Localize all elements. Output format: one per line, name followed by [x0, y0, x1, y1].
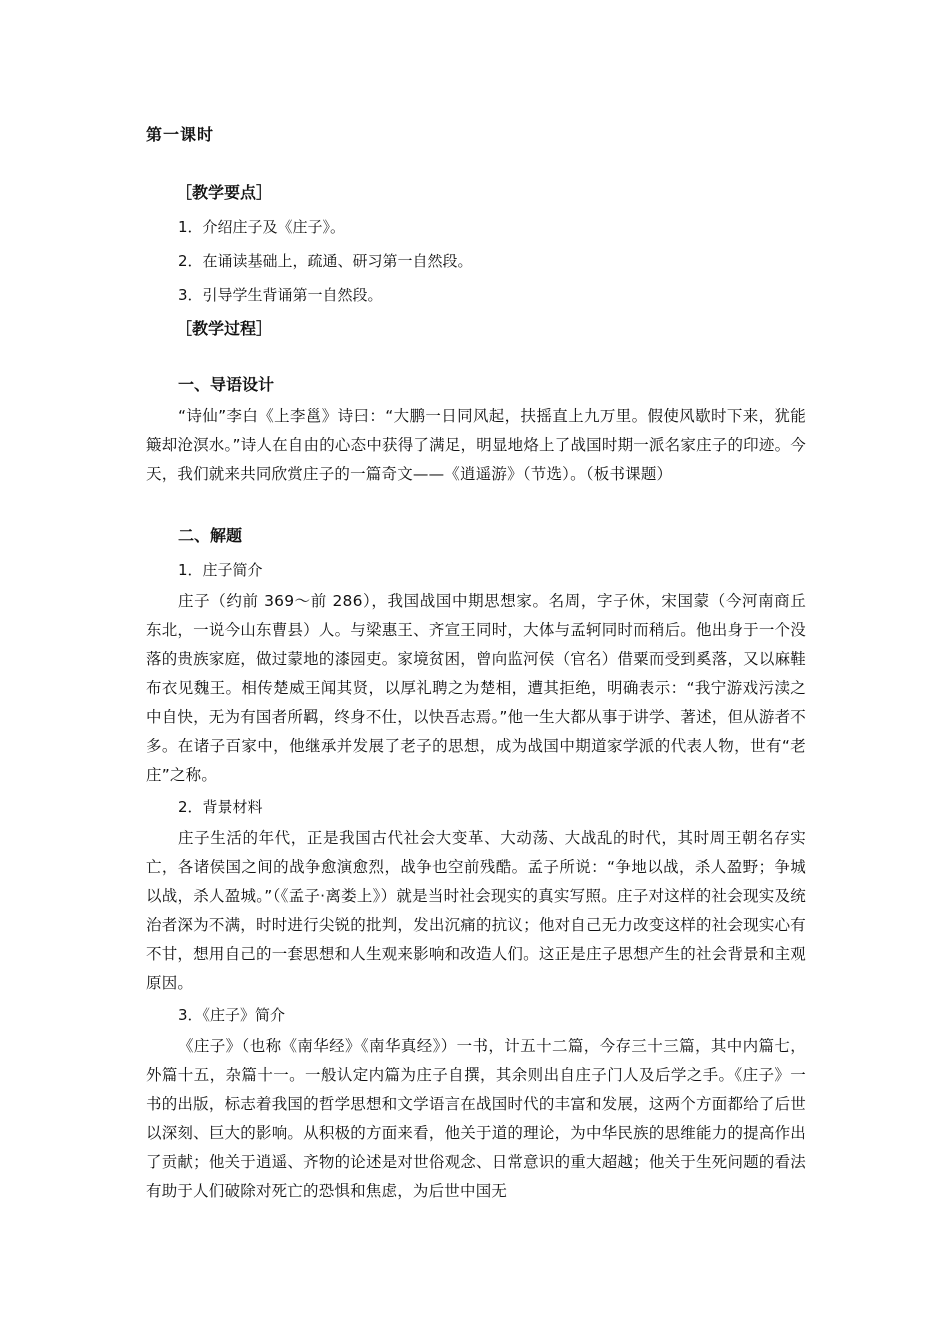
book-intro-paragraph: 《庄子》（也称《南华经》《南华真经》）一书，计五十二篇，今存三十三篇，其中内篇七，外篇十五，杂篇十一。一般认定内篇为庄子自撰，其余则出自庄子门人及后学之手。《庄子》一书的出版，标志着我国的哲学思想和文学语言在战国时代的丰富和发展，这两个方面都给了后世以深刻、巨大的影响。从积极的方面来看，他关于道的理论，为中华民族的思维能力的提高作出了贡献；他关于逍遥、齐物的论述是对世俗观念、日常意识的重大超越；他关于生死问题的看法有助于人们破除对死亡的恐惧和焦虑，为后世中国无: [146, 1037, 806, 1200]
zhuangzi-bio-paragraph: 庄子（约前 369～前 286），我国战国中期思想家。名周，字子休，宋国蒙（今河南商丘东北，一说今山东曹县）人。与梁惠王、齐宣王同时，大体与孟轲同时而稍后。他出身于一个没落的贵族家庭，做过蒙地的漆园吏。家境贫困，曾向监河侯（官名）借粟而受到奚落，又以麻鞋布衣见魏王。相传楚威王闻其贤，以厚礼聘之为楚相，遭其拒绝，明确表示：“我宁游戏污渎之中自快，无为有国者所羁，终身不仕，以快吾志焉。”他一生大都从事于讲学、著述，但从游者不多。在诸子百家中，他继承并发展了老子的思想，成为战国中期道家学派的代表人物，世有“老庄”之称。: [146, 592, 806, 784]
teaching-process-heading: ［教学过程］: [176, 319, 273, 338]
lesson-title: 第一课时: [146, 125, 215, 144]
teaching-point-item: 3．引导学生背诵第一自然段。: [178, 286, 383, 304]
subsection-heading-book: 3．《庄子》简介: [178, 1006, 286, 1024]
teaching-points-heading: ［教学要点］: [176, 183, 273, 202]
section-heading-intro: 一、导语设计: [178, 375, 275, 394]
background-paragraph: 庄子生活的年代，正是我国古代社会大变革、大动荡、大战乱的时代，其时周王朝名存实亡，各诸侯国之间的战争愈演愈烈，战争也空前残酷。孟子所说：“争地以战，杀人盈野；争城以战，杀人盈城。”（《孟子·离娄上》）就是当时社会现实的真实写照。庄子对这样的社会现实及统治者深为不满，时时进行尖锐的批判，发出沉痛的抗议；他对自己无力改变这样的社会现实心有不甘，想用自己的一套思想和人生观来影响和改造人们。这正是庄子思想产生的社会背景和主观原因。: [146, 829, 806, 992]
subsection-heading-zhuangzi: 1．庄子简介: [178, 561, 263, 579]
document-body: [146, 176, 806, 1206]
teaching-point-item: 2．在诵读基础上，疏通、研习第一自然段。: [178, 252, 473, 270]
teaching-point-item: 1．介绍庄子及《庄子》。: [178, 218, 346, 236]
subsection-heading-background: 2．背景材料: [178, 798, 263, 816]
section-heading-title-explanation: 二、解题: [178, 526, 243, 545]
intro-paragraph: “诗仙”李白《上李邕》诗曰：“大鹏一日同风起，扶摇直上九万里。假使风歇时下来，犹能簸却沧溟水。”诗人在自由的心态中获得了满足，明显地烙上了战国时期一派名家庄子的印迹。今天，我们就来共同欣赏庄子的一篇奇文——《逍遥游》（节选）。（板书课题）: [146, 407, 806, 483]
